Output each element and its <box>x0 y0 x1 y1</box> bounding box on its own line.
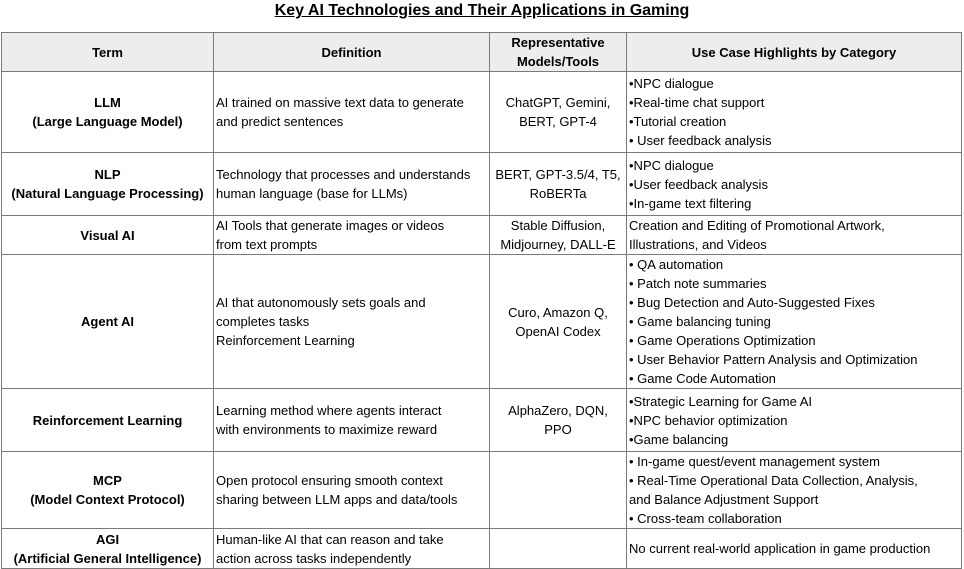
uses-line: •Strategic Learning for Game AI <box>629 393 813 409</box>
cell-uses <box>627 452 962 529</box>
uses-line: • Patch note summaries <box>629 276 767 291</box>
cell-models <box>490 529 627 569</box>
uses-line: •NPC dialogue <box>629 157 714 173</box>
definition-line: and predict sentences <box>216 114 344 129</box>
uses-line: and Balance Adjustment Support <box>629 492 819 507</box>
cell-models <box>490 452 627 529</box>
models-line: OpenAI Codex <box>515 323 601 339</box>
definition-line: Reinforcement Learning <box>216 333 355 348</box>
definition-line: action across tasks independently <box>216 550 412 566</box>
cell-models <box>490 72 627 153</box>
definition-line: human language (base for LLMs) <box>216 186 408 201</box>
cell-uses <box>627 153 962 216</box>
header-models <box>490 33 627 72</box>
ai-technologies-table <box>1 32 962 569</box>
definition-line: AI that autonomously sets goals and <box>216 295 426 310</box>
cell-term <box>2 389 214 452</box>
term-line: Agent AI <box>81 314 134 329</box>
term-line: MCP <box>93 473 122 488</box>
header-models-text: Representative Models/Tools <box>511 35 605 69</box>
term-line: (Artificial General Intelligence) <box>13 550 202 566</box>
cell-uses <box>627 216 962 255</box>
uses-line: Illustrations, and Videos <box>629 237 767 252</box>
table-row <box>2 389 962 452</box>
header-definition: Definition <box>214 33 490 72</box>
models-line: BERT, GPT-3.5/4, T5, <box>495 167 621 182</box>
uses-line: • Game Code Automation <box>629 371 776 386</box>
term-line: Visual AI <box>80 227 135 243</box>
cell-definition <box>214 255 490 389</box>
table-row <box>2 72 962 153</box>
definition-line: with environments to maximize reward <box>216 422 438 437</box>
header-row <box>2 33 962 72</box>
definition-line: AI Tools that generate images or videos <box>216 218 445 233</box>
uses-line: •NPC dialogue <box>629 76 714 91</box>
cell-term <box>2 452 214 529</box>
uses-line: • Real-Time Operational Data Collection, Analysis, <box>629 473 918 488</box>
header-term: Term <box>2 33 214 72</box>
header-use-cases: Use Case Highlights by Category <box>627 33 962 72</box>
uses-line: •User feedback analysis <box>629 176 768 192</box>
uses-line: • QA automation <box>629 257 724 272</box>
uses-line: • Game balancing tuning <box>629 314 771 329</box>
uses-line: • User feedback analysis <box>629 133 772 148</box>
uses-line: •Game balancing <box>629 431 729 447</box>
table-row <box>2 452 962 529</box>
uses-line: Creation and Editing of Promotional Artwork, <box>629 218 885 233</box>
table-row <box>2 153 962 216</box>
cell-term <box>2 153 214 216</box>
table-row <box>2 529 962 569</box>
cell-models <box>490 389 627 452</box>
definition-line: sharing between LLM apps and data/tools <box>216 492 458 507</box>
cell-models <box>490 153 627 216</box>
cell-term <box>2 72 214 153</box>
cell-definition <box>214 529 490 569</box>
table-title: Key AI Technologies and Their Applications in Gaming <box>274 2 690 19</box>
definition-line: AI trained on massive text data to generate <box>216 95 464 110</box>
cell-term <box>2 216 214 255</box>
models-line: Stable Diffusion, <box>510 218 606 233</box>
term-line: NLP <box>94 167 121 182</box>
term-line: AGI <box>95 531 120 547</box>
cell-definition <box>214 452 490 529</box>
cell-uses <box>627 255 962 389</box>
definition-line: from text prompts <box>216 237 318 252</box>
definition-line: Human-like AI that can reason and take <box>216 531 444 547</box>
cell-uses <box>627 72 962 153</box>
cell-definition <box>214 72 490 153</box>
uses-line: No current real-world application in game production <box>629 541 931 556</box>
cell-definition <box>214 389 490 452</box>
definition-line: Technology that processes and understands <box>216 167 471 182</box>
cell-models <box>490 255 627 389</box>
term-line: (Large Language Model) <box>32 114 183 129</box>
cell-definition <box>214 153 490 216</box>
definition-line: Open protocol ensuring smooth context <box>216 473 443 488</box>
cell-definition <box>214 216 490 255</box>
models-line: BERT, GPT-4 <box>519 114 597 129</box>
uses-line: • In-game quest/event management system <box>629 454 880 469</box>
table-row <box>2 255 962 389</box>
models-line: RoBERTa <box>529 186 587 201</box>
cell-models <box>490 216 627 255</box>
cell-term <box>2 255 214 389</box>
cell-term <box>2 529 214 569</box>
uses-line: •Tutorial creation <box>629 114 727 129</box>
term-line: (Model Context Protocol) <box>30 492 185 507</box>
uses-line: • Cross-team collaboration <box>629 511 782 526</box>
uses-line: •Real-time chat support <box>629 95 765 110</box>
table-row <box>2 216 962 255</box>
term-line: Reinforcement Learning <box>32 412 183 428</box>
cell-uses <box>627 529 962 569</box>
models-line: AlphaZero, DQN, <box>508 403 608 418</box>
models-line: Midjourney, DALL-E <box>500 237 616 252</box>
cell-uses <box>627 389 962 452</box>
term-line: LLM <box>94 95 121 110</box>
uses-line: • Bug Detection and Auto-Suggested Fixes <box>629 295 875 310</box>
uses-line: • User Behavior Pattern Analysis and Optimization <box>629 352 918 367</box>
definition-line: completes tasks <box>216 314 310 329</box>
models-line: PPO <box>544 422 572 437</box>
uses-line: • Game Operations Optimization <box>629 333 816 348</box>
term-line: (Natural Language Processing) <box>11 186 204 201</box>
uses-line: •NPC behavior optimization <box>629 412 788 428</box>
models-line: ChatGPT, Gemini, <box>505 95 611 110</box>
uses-line: •In-game text filtering <box>629 195 752 211</box>
definition-line: Learning method where agents interact <box>216 403 442 418</box>
models-line: Curo, Amazon Q, <box>508 304 608 320</box>
